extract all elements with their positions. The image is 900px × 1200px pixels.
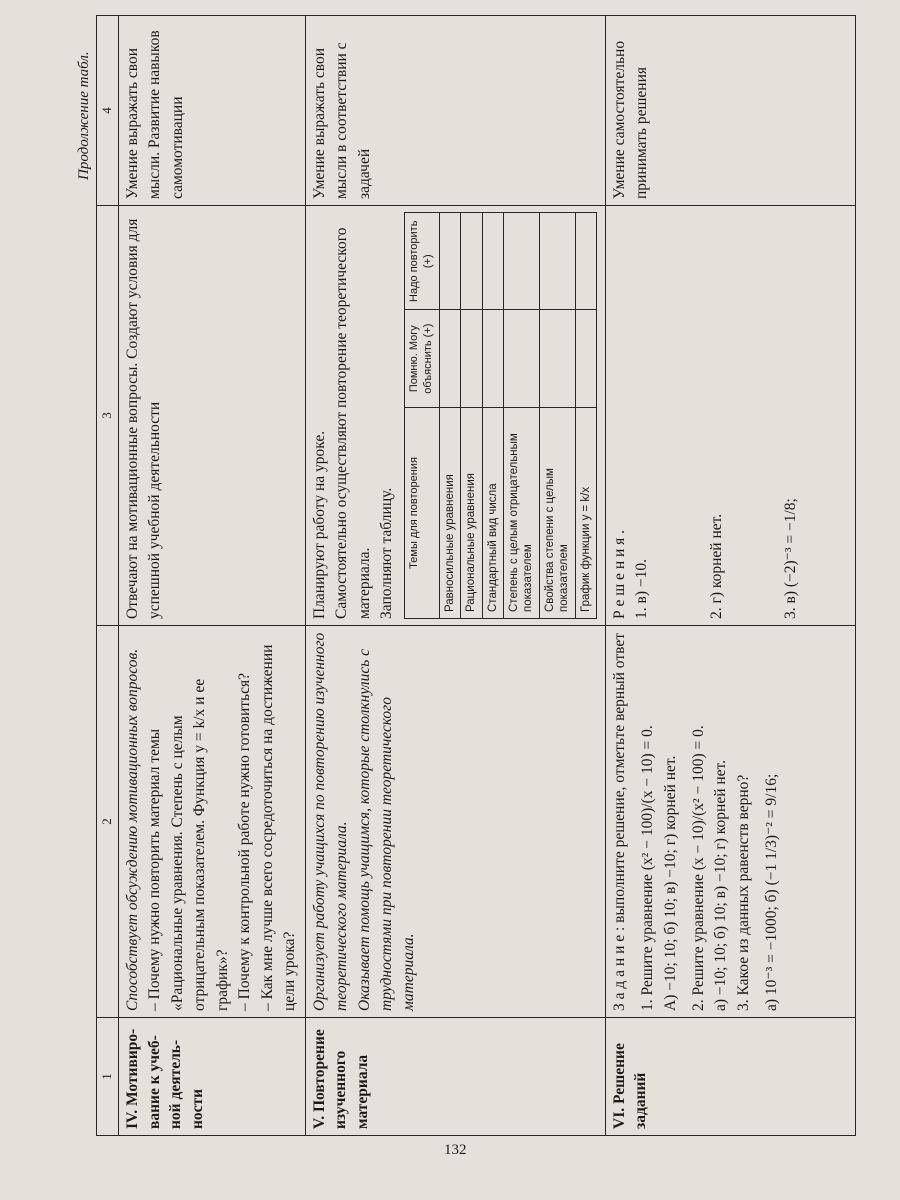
self-assessment-table <box>404 212 597 619</box>
solutions <box>605 206 855 626</box>
lesson-plan-table <box>96 15 856 1136</box>
page-number: 132 <box>444 1142 467 1158</box>
topic-cell: График функции y = k/x <box>575 407 596 618</box>
check-cell[interactable] <box>575 213 596 310</box>
check-cell[interactable] <box>439 213 460 310</box>
uud-skills: Умение выражать свои мысли. Развитие навыков самомотивации <box>118 16 305 206</box>
stage-name: VI. Решение заданий <box>605 1018 855 1136</box>
topic-cell: Свойства степени с целым показателем <box>539 407 575 618</box>
table-row <box>118 16 305 1136</box>
table-row <box>305 16 605 1136</box>
teacher-question: – Как мне лучше всего сосредоточиться на достижении цели урока? <box>258 644 299 1011</box>
student-activity-line: Заполняют таблицу. <box>378 487 395 619</box>
column-number: 4 <box>97 16 119 206</box>
check-cell[interactable] <box>461 310 482 407</box>
solutions-title: Р е ш е н и я . <box>610 529 628 619</box>
topic-cell: Стандартный вид числа <box>482 407 503 618</box>
task-3: 3. Какое из данных равенств верно? <box>734 774 752 1011</box>
task-2-options: а) −10; 10; б) 10; в) −10; г) корней нет. <box>712 759 730 1011</box>
topic-row <box>575 213 596 619</box>
teacher-activity <box>118 626 305 1018</box>
uud-skills: Умение самостоятельно принимать решения <box>605 16 855 206</box>
check-cell[interactable] <box>504 310 540 407</box>
teacher-activity-line: Организует работу учащихся по повторению изученного теоретического материала. <box>310 632 351 1011</box>
task-intro: З а д а н и е : выполните решение, отметьте верный ответ <box>610 632 628 1011</box>
header-can-explain: Помню. Могу объяснить (+) <box>405 310 440 407</box>
task-1: 1. Решите уравнение (x² − 100)/(x − 10) = 0. <box>639 725 657 1011</box>
header-need-review: Надо повторить (+) <box>405 213 440 310</box>
header-topics: Темы для повторения <box>405 407 440 618</box>
topic-row <box>439 213 460 619</box>
column-number: 3 <box>97 206 119 626</box>
teacher-activity-line: Оказывает помощь учащимся, которые столкнулись с трудностями при повторении теоретического материала. <box>355 648 418 1011</box>
topic-cell: Рациональные уравнения <box>461 407 482 618</box>
topic-cell: Степень с целым отрицательным показателем <box>504 407 540 618</box>
table-continuation-note: Продолжение табл. <box>76 51 92 180</box>
topic-cell: Равносильные уравнения <box>439 407 460 618</box>
teacher-question: – Почему к контрольной работе нужно готовиться? <box>236 673 254 1011</box>
check-cell[interactable] <box>504 213 540 310</box>
check-cell[interactable] <box>439 310 460 407</box>
solution-line: 2. г) корней нет. <box>707 513 725 619</box>
column-number: 1 <box>97 1018 119 1136</box>
student-activity-line: Планируют работу на уроке. <box>310 430 328 619</box>
topic-row <box>539 213 575 619</box>
column-number-row <box>97 16 119 1136</box>
task-2: 2. Решите уравнение (x − 10)/(x² − 100) = 0. <box>690 725 707 1011</box>
teacher-activity-title: Способствует обсуждению мотивационных вопросов. <box>123 648 141 1011</box>
check-cell[interactable] <box>482 310 503 407</box>
check-cell[interactable] <box>461 213 482 310</box>
teacher-activity <box>605 626 855 1018</box>
student-activity: Отвечают на мотивационные вопросы. Создают условия для успешной учебной деятельности <box>118 206 305 626</box>
solution-line: 1. в) −10. <box>633 559 651 619</box>
self-assessment-header-row <box>405 213 440 619</box>
task-3-options: а) 10⁻³ = −1000; б) (−1 1/3)⁻² = 9/16; <box>763 773 781 1011</box>
topic-row <box>482 213 503 619</box>
uud-skills: Умение выражать свои мысли в соответствии с задачей <box>305 16 605 206</box>
stage-name: V. Повторение изученного материала <box>305 1018 605 1136</box>
student-activity-line: Самостоятельно осуществляют повторение теоретического материала. <box>333 227 373 619</box>
table-row <box>605 16 855 1136</box>
solution-line: 3. в) (−2)⁻³ = −1/8; <box>782 498 799 619</box>
check-cell[interactable] <box>539 213 575 310</box>
topic-row <box>504 213 540 619</box>
check-cell[interactable] <box>482 213 503 310</box>
column-number: 2 <box>97 626 119 1018</box>
task-1-options: А) −10; 10; б) 10; в) −10; г) корней нет. <box>661 755 679 1011</box>
teacher-activity <box>305 626 605 1018</box>
topic-row <box>461 213 482 619</box>
check-cell[interactable] <box>575 310 596 407</box>
check-cell[interactable] <box>539 310 575 407</box>
stage-name: IV. Мотивирование к учебной деятельности <box>118 1018 305 1136</box>
student-activity <box>305 206 605 626</box>
teacher-question: – Почему нужно повторить материал темы «Рациональные уравнения. Степень с целым отрицательным показателем. Функция y = k/x и ее график»? <box>146 678 231 1011</box>
rotated-table-area <box>30 0 850 1140</box>
